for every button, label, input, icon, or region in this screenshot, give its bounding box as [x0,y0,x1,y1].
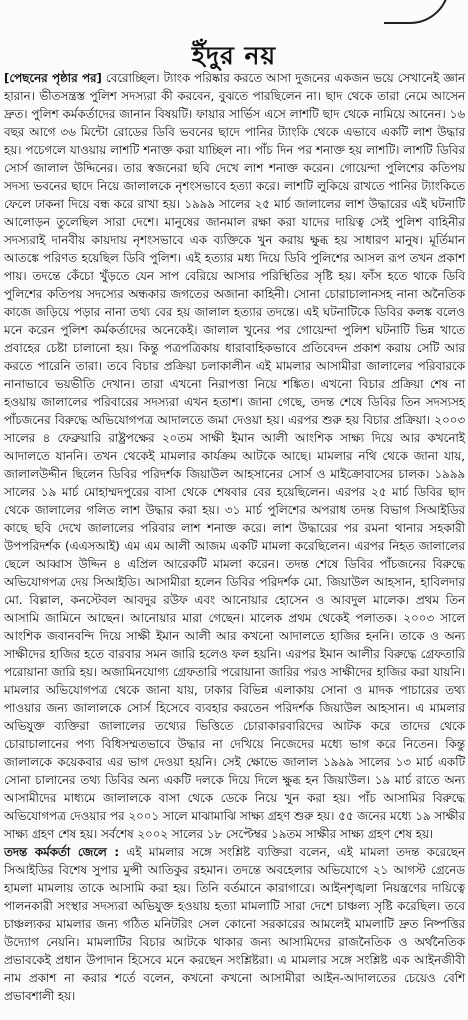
article-headline: ইঁদুর নয় [191,41,277,70]
continued-from-label: [পেছনের পৃষ্ঠার পর] [4,71,102,85]
paragraph-2-text: এই মামলার সঙ্গে সংশ্লিষ্ট ব্যক্তিরা বলেন, এই মামলা তদন্ত করেছেন সিআইডির বিশেষ সুপার মুন্সী আতিকুর রহমান। তদন্তে অবহেলার অভিযোগে ২১ আগস্ট গ্রেনেড হামলা মামলায় তাকে আসামি করা হয়। তিনি বর্তমানে কারাগারে। আইনশৃঙ্খলা নিয়ন্ত্রণের দায়িত্বে পালনকারী সংস্থার সদস্যরা অভিযুক্ত হওয়ায় হত্যা মামলাটি সারা দেশে চাঞ্চল্য সৃষ্টি করেছিল। তবে চাঞ্চল্যকর মামলার জন্য গঠিত মনিটরিং সেল কোনো সরকারের আমলেই মামলাটি দ্রুত নিষ্পত্তির উদ্যোগ নেয়নি। মামলাটির বিচার আটকে থাকার জন্য আসামিদের রাজনৈতিক ও অর্থনৈতিক প্রভাবকেই প্রধান উপাদান হিসেবে মনে করছেন সংশ্লিষ্টরা। এ মামলার সঙ্গে সংশ্লিষ্ট এক আইনজীবী নাম প্রকাশ না করার শর্তে বলেন, কখনো কখনো আসামীরা আইন-আদালতের চেয়েও বেশি প্রভাবশালী হয়। [4,845,465,1003]
decorative-corner-curve [384,0,450,24]
article-paragraph-1 [4,69,465,843]
article-body [4,69,465,1005]
article-subhead: তদন্ত কর্মকর্তা জেলে : [4,845,120,859]
paragraph-1-text: বেরোচ্ছিল। ট্যাংক পরিষ্কার করতে আসা দুজনের একজন ভয়ে সেখানেই জ্ঞান হারান। ভীতসন্ত্রস্ত পুলিশ সদস্যরা কী করবেন, বুঝতে পারছিলেন না। ছাদ থেকে তারা নেমে আসেন দ্রুত। পুলিশ কর্মকর্তাদের জানান বিষয়টি। ফায়ার সার্ভিস এসে লাশটি ছাদ থেকে নামিয়ে আনেন। ১৬ বছর আগে ৩৬ মিন্টো রোডের ডিবি ভবনের ছাদে পানির ট্যাংকি থেকে এভাবে একটি লাশ উদ্ধার হয়। পচেগলে যাওয়ায় লাশটি শনাক্ত করা যাচ্ছিল না। পাঁচ দিন পর শনাক্ত হয় লাশটি। লাশটি ডিবির সোর্স জালাল উদ্দিনের। তার স্বজনেরা ছবি দেখে লাশ শনাক্ত করেন। গোয়েন্দা পুলিশের কতিপয় সদস্য ভবনের ছাদে নিয়ে জালালকে নৃশংসভাবে হত্যা করে। লাশটি লুকিয়ে রাখতে পানির ট্যাংকিতে ফেলে ঢাকনা দিয়ে বন্ধ করে রাখা হয়। ১৯৯৯ সালের ২৫ মার্চ জালালের লাশ উদ্ধারের এই ঘটনাটি আলোড়ন তুলেছিল সারা দেশে। মানুষের জানমাল রক্ষা করা যাদের দায়িত্ব সেই পুলিশ বাহিনীর সদস্যরাই দানবীয় কায়দায় নৃশংসভাবে এক ব্যক্তিকে খুন করায় ক্ষুব্ধ হয় সাধারণ মানুষ। মূর্তিমান আতঙ্কে পরিণত হয়েছিল ডিবি পুলিশ। এই হত্যার মধ্য দিয়ে ডিবি পুলিশের আসল রূপ তখন প্রকাশ পায়। তদন্তে কেঁচো খুঁড়তে যেন সাপ বেরিয়ে আসার পরিস্থিতির সৃষ্টি হয়। ফাঁস হতে থাকে ডিবি পুলিশের কতিপয় সদস্যের অন্ধকার জগতের অজানা কাহিনী। সোনা চোরাচালানসহ নানা অনৈতিক কাজে জড়িয়ে পড়ার নানা তথ্য বের হয় জালাল হত্যার তদন্তে। এই ঘটনাটিকে ডিবির কলঙ্ক বলেও মনে করেন পুলিশ কর্মকর্তাদের অনেকেই। জালাল খুনের পর গোয়েন্দা পুলিশ ঘটনাটি ভিন্ন খাতে প্রবাহের চেষ্টা চালানো হয়। কিন্তু পত্রপত্রিকায় ধারাবাহিকভাবে প্রতিবেদন প্রকাশ করায় সেটি আর করতে পারেনি তারা। তবে বিচার প্রক্রিয়া চলাকালীন এই মামলার আসামীরা জালালের পরিবারকে নানাভাবে ভয়ভীতি দেখান। তারা এখনো নিরাপত্তা নিয়ে শঙ্কিত। এখনো বিচার প্রক্রিয়া শেষ না হওয়ায় জালালের পরিবারের সদস্যরা এখন হতাশ। জানা গেছে, তদন্ত শেষে ডিবির তিন সদস্যসহ পাঁচজনের বিরুদ্ধে অভিযোগপত্র আদালতে জমা দেওয়া হয়। এরপর শুরু হয় বিচার প্রক্রিয়া। ২০০৩ সালের ৪ ফেব্রুয়ারি রাষ্ট্রপক্ষের ২০তম সাক্ষী ইমান আলী আংশিক সাক্ষ্য দিয়ে আর কখনোই আদালতে যাননি। তখন থেকেই মামলার কার্যক্রম আটকে আছে। মামলার নথি থেকে জানা যায়, জালালউদ্দীন ছিলেন ডিবির পরিদর্শক জিয়াউল আহসানের সোর্স ও মাইক্রোবাসের চালক। ১৯৯৯ সালের ১৯ মার্চ মোহাম্মদপুরের বাসা থেকে শেষবার বের হয়েছিলেন। এরপর ২৫ মার্চ ডিবির ছাদ থেকে জালালের গলিত লাশ উদ্ধার করা হয়। ৩১ মার্চ পুলিশের অপরাধ তদন্ত বিভাগ সিআইডির কাছে ছবি দেখে জালালের পরিবার লাশ শনাক্ত করে। লাশ উদ্ধারের পর রমনা থানার সহকারী উপপরিদর্শক (এএসআই) এম এম আলী আজম একটি মামলা করেছিলেন। এরপর নিহত জালালের ছেলে আব্বাস উদ্দিন ৪ এপ্রিল আরেকটি মামলা করেন। তদন্ত শেষে ডিবির পাঁচজনের বিরুদ্ধে অভিযোগপত্র দেয় সিআইডি। আসামীরা হলেন ডিবির পরিদর্শক মো. জিয়াউল আহসান, হাবিলদার মো. বিল্লাল, কনস্টেবল আবদুর রউফ এবং আনোয়ার হোসেন ও আবদুল মালেক। প্রথম তিন আসামি জামিনে আছেন। আনোয়ার মারা গেছেন। মালেক প্রথম থেকেই পলাতক। ২০০৩ সালে আংশিক জবানবন্দি দিয়ে সাক্ষী ইমান আলী আর কখনো আদালতে হাজির হননি। তাকে ও অন্য সাক্ষীদের হাজির হতে বারবার সমন জারি হলেও ফল হয়নি। এরপর ইমান আলীর বিরুদ্ধে গ্রেফতারি পরোয়ানা জারি হয়। অজামিনযোগ্য গ্রেফতারি পরোয়ানা জারির পরও সাক্ষীদের হাজির করা যায়নি। মামলার অভিযোগপত্র থেকে জানা যায়, ঢাকার বিভিন্ন এলাকায় সোনা ও মাদক পাচারের তথ্য পাওয়ার জন্য জালালকে সোর্স হিসেবে ব্যবহার করতেন পরিদর্শক জিয়াউল আহসান। এ মামলার অভিযুক্ত ব্যক্তিরা জালালের তথ্যের ভিত্তিতে চোরাকারবারিদের আটক করে তাদের থেকে চোরাচালানের পণ্য বিধিসম্মতভাবে উদ্ধার না দেখিয়ে নিজেদের মধ্যে ভাগ করে নিতেন। কিন্তু জালালকে কয়েকবার এর ভাগ দেওয়া হয়নি। সেই ক্ষোভে জালাল ১৯৯৯ সালের ১৩ মার্চ একটি সোনা চালানের তথ্য ডিবির অন্য একটি দলকে দিয়ে দিলে ক্ষুব্ধ হন জিয়াউল। ১৯ মার্চ রাতে অন্য আসামীদের মাধ্যমে জালালকে বাসা থেকে ডেকে নিয়ে খুন করা হয়। পাঁচ আসামির বিরুদ্ধে অভিযোগপত্র দেওয়ার পর ২০০১ সালে মাঝামাঝি সাক্ষ্য গ্রহণ শুরু হয়। ৫৫ জনের মধ্যে ১৯ সাক্ষীর সাক্ষ্য গ্রহণ শেষ হয়। সর্বশেষ ২০০২ সালের ১৮ সেপ্টেম্বর ১৯তম সাক্ষীর সাক্ষ্য গ্রহণ শেষ হয়। [4,71,466,841]
article-paragraph-2 [4,843,465,1005]
